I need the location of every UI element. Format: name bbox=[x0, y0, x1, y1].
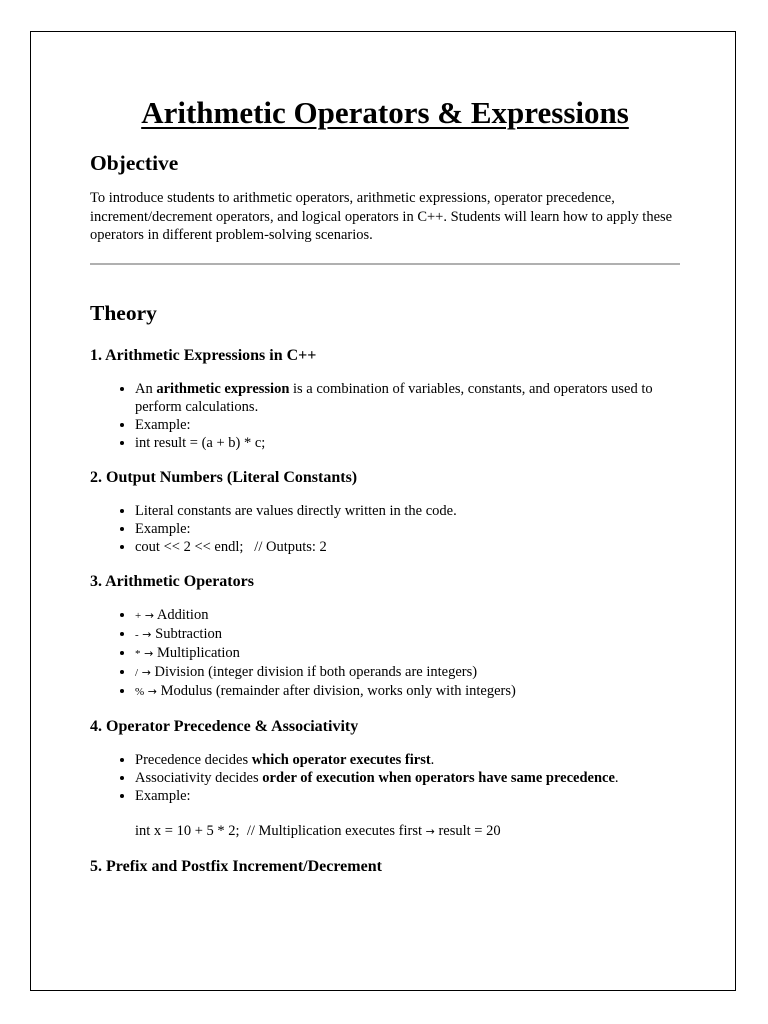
section-heading-increment-decrement: 5. Prefix and Postfix Increment/Decrement bbox=[90, 857, 382, 875]
list-item: • Literal constants are values directly written in the code. bbox=[135, 502, 680, 520]
section-heading-precedence: 4. Operator Precedence & Associativity bbox=[90, 717, 359, 735]
section-divider bbox=[90, 263, 680, 265]
list-item: • Example: bbox=[135, 520, 680, 538]
operator-item-multiplication: • * → Multiplication bbox=[135, 644, 680, 663]
arrow-icon: → bbox=[141, 665, 151, 679]
objective-heading: Objective bbox=[90, 151, 179, 175]
list-item: • Example: bbox=[135, 787, 680, 805]
document-content bbox=[90, 94, 680, 877]
arrow-icon: → bbox=[144, 608, 155, 622]
document-title: Arithmetic Operators & Expressions bbox=[141, 95, 629, 130]
operator-item-modulus: • % → Modulus (remainder after division, works only with integers) bbox=[135, 682, 680, 701]
section-heading-arithmetic-operators: 3. Arithmetic Operators bbox=[90, 572, 254, 590]
list-item: • Example: bbox=[135, 416, 680, 434]
arrow-icon: → bbox=[147, 684, 158, 698]
operator-item-addition: • + → Addition bbox=[135, 606, 680, 625]
arrow-icon: → bbox=[425, 824, 435, 838]
operator-item-subtraction: • - → Subtraction bbox=[135, 625, 680, 644]
objective-text: To introduce students to arithmetic operators, arithmetic expressions, operator precedence, increment/decrement operators, and logical operators in C++. Students will learn how to apply these operators in different problem-solving scenarios. bbox=[90, 190, 673, 243]
arithmetic-expressions-list bbox=[90, 380, 680, 452]
section-heading-arithmetic-expressions: 1. Arithmetic Expressions in C++ bbox=[90, 346, 317, 364]
list-item: • Associativity decides order of execution when operators have same precedence. bbox=[135, 769, 680, 787]
code-example: • int result = (a + b) * c; bbox=[135, 434, 680, 452]
list-item: • An arithmetic expression is a combination of variables, constants, and operators used to perform calculations. bbox=[135, 380, 680, 416]
arrow-icon: → bbox=[144, 646, 154, 660]
list-item: • Precedence decides which operator executes first. bbox=[135, 751, 680, 769]
code-example: • cout << 2 << endl; // Outputs: 2 bbox=[135, 538, 680, 556]
arrow-icon: → bbox=[142, 627, 152, 641]
theory-heading: Theory bbox=[90, 300, 157, 325]
output-numbers-list bbox=[90, 502, 680, 556]
arithmetic-operators-list bbox=[90, 606, 680, 701]
precedence-list bbox=[90, 751, 680, 805]
operator-item-division: • / → Division (integer division if both operands are integers) bbox=[135, 663, 680, 682]
section-heading-output-numbers: 2. Output Numbers (Literal Constants) bbox=[90, 468, 358, 486]
code-example: int x = 10 + 5 * 2; // Multiplication executes first → result = 20 bbox=[135, 822, 501, 839]
